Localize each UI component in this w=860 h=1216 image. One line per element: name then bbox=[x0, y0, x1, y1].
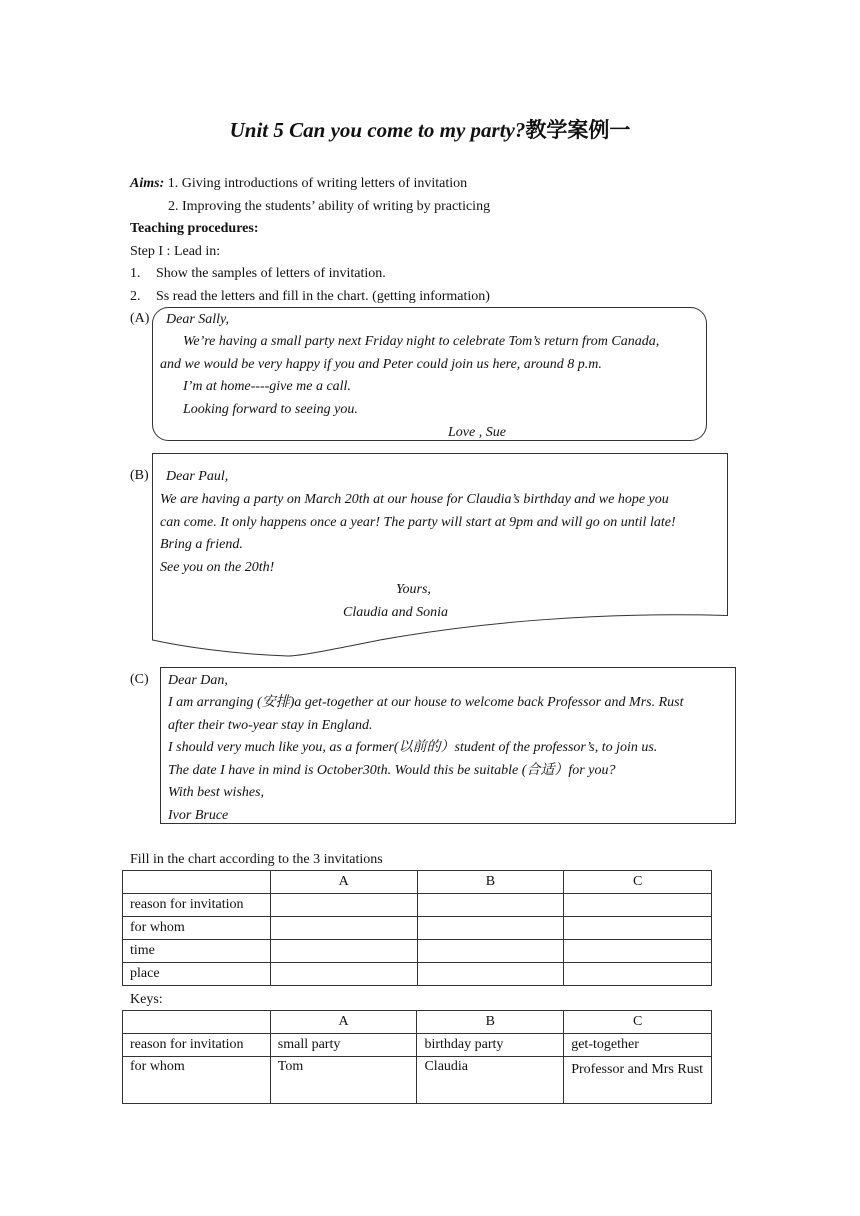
row-label-reason: reason for invitation bbox=[123, 894, 271, 917]
chart-cell[interactable] bbox=[564, 963, 712, 986]
letter-b-closing: Yours, bbox=[396, 582, 431, 597]
table-row bbox=[123, 1034, 712, 1057]
chart-cell[interactable] bbox=[270, 894, 417, 917]
letter-b-signoff: Claudia and Sonia bbox=[343, 605, 449, 620]
letter-c-salutation: Dear Dan, bbox=[168, 673, 228, 688]
procedures-heading: Teaching procedures: bbox=[130, 221, 259, 236]
table-row bbox=[123, 963, 712, 986]
letter-a-frame bbox=[153, 308, 707, 441]
letter-a-line-3: I’m at home----give me a call. bbox=[183, 379, 351, 394]
title-chinese: 教学案例一 bbox=[525, 118, 631, 142]
aims-item-1: 1. Giving introductions of writing letters of invitation bbox=[164, 176, 468, 191]
keys-cell: Professor and Mrs Rust bbox=[564, 1057, 712, 1104]
letter-b-line-2: can come. It only happens once a year! The party will start at 9pm and will go on until late! bbox=[160, 515, 676, 530]
chart-cell[interactable] bbox=[270, 963, 417, 986]
letter-a-line-2: and we would be very happy if you and Peter could join us here, around 8 p.m. bbox=[160, 357, 602, 372]
letter-c-line-3: I should very much like you, as a former(以前的）student of the professor’s, to join us. bbox=[168, 740, 658, 755]
keys-cell: birthday party bbox=[417, 1034, 564, 1057]
letter-b-line-3: Bring a friend. bbox=[160, 537, 243, 552]
keys-header-b: B bbox=[417, 1011, 564, 1034]
chart-cell[interactable] bbox=[564, 894, 712, 917]
step-item-2-text: Ss read the letters and fill in the chart. (getting information) bbox=[156, 289, 490, 304]
chart-cell[interactable] bbox=[564, 917, 712, 940]
row-label-time: time bbox=[123, 940, 271, 963]
row-label-place: place bbox=[123, 963, 271, 986]
letter-c-line-4: The date I have in mind is October30th. Would this be suitable (合适）for you? bbox=[168, 763, 616, 778]
letter-a-signoff: Love , Sue bbox=[448, 425, 506, 440]
chart-cell[interactable] bbox=[417, 917, 564, 940]
step-1: Step I : Lead in: bbox=[130, 244, 221, 259]
letter-b-label: (B) bbox=[130, 468, 149, 483]
chart-cell[interactable] bbox=[270, 917, 417, 940]
chart-header-c: C bbox=[564, 871, 712, 894]
chart-cell[interactable] bbox=[564, 940, 712, 963]
keys-cell: Claudia bbox=[417, 1057, 564, 1104]
keys-cell: get-together bbox=[564, 1034, 712, 1057]
keys-label: Keys: bbox=[130, 992, 163, 1007]
letter-a-line-4: Looking forward to seeing you. bbox=[183, 402, 358, 417]
table-row bbox=[123, 871, 712, 894]
letter-b-line-1: We are having a party on March 20th at our house for Claudia’s birthday and we hope you bbox=[160, 492, 669, 507]
step-item-2-num: 2. bbox=[130, 289, 141, 304]
keys-cell: small party bbox=[270, 1034, 417, 1057]
keys-header-cell bbox=[123, 1011, 271, 1034]
fill-in-chart bbox=[122, 870, 712, 986]
chart-cell[interactable] bbox=[417, 963, 564, 986]
step-item-1-num: 1. bbox=[130, 266, 141, 281]
chart-header-a: A bbox=[270, 871, 417, 894]
chart-cell[interactable] bbox=[270, 940, 417, 963]
keys-table bbox=[122, 1010, 712, 1104]
chart-cell[interactable] bbox=[417, 940, 564, 963]
letter-c-closing: With best wishes, bbox=[168, 785, 265, 800]
letter-c-label: (C) bbox=[130, 672, 149, 687]
table-row bbox=[123, 1057, 712, 1104]
letter-c-signoff: Ivor Bruce bbox=[168, 808, 229, 823]
keys-header-a: A bbox=[270, 1011, 417, 1034]
chart-intro: Fill in the chart according to the 3 invitations bbox=[130, 852, 383, 867]
keys-cell: Tom bbox=[270, 1057, 417, 1104]
letter-c-line-2: after their two-year stay in England. bbox=[168, 718, 373, 733]
letter-b-salutation: Dear Paul, bbox=[166, 469, 229, 484]
keys-row-label-for-whom: for whom bbox=[123, 1057, 271, 1104]
title-english: Unit 5 Can you come to my party? bbox=[229, 118, 526, 142]
aims-label: Aims: bbox=[130, 176, 165, 191]
letter-c-line-1: I am arranging (安排)a get-together at our house to welcome back Professor and Mrs. Rust bbox=[168, 695, 684, 710]
table-row bbox=[123, 940, 712, 963]
keys-header-c: C bbox=[564, 1011, 712, 1034]
chart-cell[interactable] bbox=[417, 894, 564, 917]
aims-item-2: 2. Improving the students’ ability of writing by practicing bbox=[168, 199, 491, 214]
letter-a-line-1: We’re having a small party next Friday night to celebrate Tom’s return from Canada, bbox=[183, 334, 660, 349]
table-row bbox=[123, 917, 712, 940]
chart-header-cell bbox=[123, 871, 271, 894]
letter-b-line-4: See you on the 20th! bbox=[160, 560, 275, 575]
table-row bbox=[123, 894, 712, 917]
letter-b-frame bbox=[153, 454, 728, 657]
row-label-for-whom: for whom bbox=[123, 917, 271, 940]
keys-row-label-reason: reason for invitation bbox=[123, 1034, 271, 1057]
step-item-1-text: Show the samples of letters of invitation. bbox=[156, 266, 386, 281]
table-row bbox=[123, 1011, 712, 1034]
letter-a-salutation: Dear Sally, bbox=[166, 312, 229, 327]
letter-a-label: (A) bbox=[130, 311, 150, 326]
chart-header-b: B bbox=[417, 871, 564, 894]
